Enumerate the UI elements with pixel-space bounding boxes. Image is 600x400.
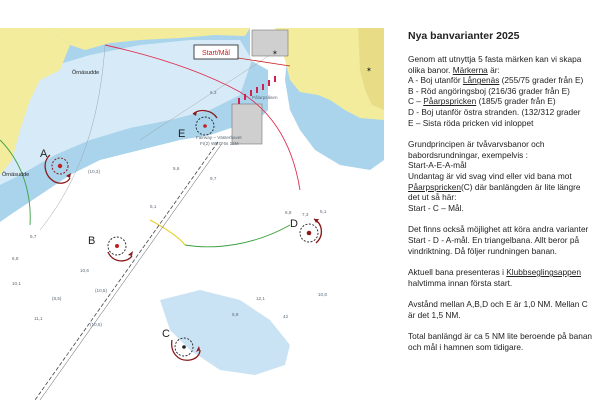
variant-line: Det finns också möjlighet att köra andra varianter bbox=[408, 224, 589, 235]
current-course-line: Aktuell bana presenteras i Klubbseglingsappen bbox=[408, 267, 581, 278]
club-app-link: Klubbseglingsappen bbox=[506, 267, 581, 278]
current-course-line: halvtimma innan första start. bbox=[408, 277, 513, 288]
mark-d-description: D - Boj utanför östra stranden. (132/312 grader bbox=[408, 106, 581, 117]
depth-label: 6,8 bbox=[285, 210, 292, 215]
variant-line: Start - D - A-mål. En triangelbana. Allt beror på bbox=[408, 234, 580, 245]
depth-label: 5,1 bbox=[320, 209, 327, 214]
depth-label: (10,3) bbox=[88, 169, 101, 174]
depth-label: (8,5) bbox=[52, 296, 62, 301]
mark-e-buoy bbox=[203, 124, 207, 128]
depth-label: (10,5) bbox=[90, 322, 103, 327]
distance-line: är det 1,5 NM. bbox=[408, 309, 461, 320]
total-length-line: Total banlängd är ca 5 NM lite beroende på banan bbox=[408, 331, 593, 342]
harbour-name: Pålarpsåsen bbox=[252, 95, 278, 100]
principle-line: det ut så här: bbox=[408, 192, 457, 203]
distance-line: Avstånd mellan A,B,D och E är 1,0 NM. Mellan C bbox=[408, 299, 588, 310]
mark-c-buoy bbox=[182, 345, 186, 349]
variant-line: vindriktning. Då följer rundningen banan. bbox=[408, 245, 557, 256]
place-name-north: Örnäsudde bbox=[72, 70, 100, 76]
mark-b-description: B - Röd angöringsboj (216/36 grader från E) bbox=[408, 85, 570, 96]
mark-d-label: D bbox=[290, 218, 298, 230]
place-name-west: Örnäsudde bbox=[2, 172, 30, 178]
fairway-label: Fairway – Västerhavet bbox=[196, 135, 242, 140]
total-length-line: och mål i hamnen som tidigare. bbox=[408, 342, 524, 353]
mark-e-description: E – Sista röda pricken vid inloppet bbox=[408, 117, 534, 128]
depth-label: 11,1 bbox=[34, 316, 43, 321]
mark-b-buoy bbox=[115, 244, 119, 248]
principle-line: Påarpspricken(C) där banlängden är lite längre bbox=[408, 181, 581, 192]
depth-label: 12,1 bbox=[256, 296, 265, 301]
beacon-star-icon: ✶ bbox=[272, 50, 278, 57]
depth-label: (10,5) bbox=[95, 288, 108, 293]
course-description bbox=[408, 22, 600, 394]
depth-label: 5,6 bbox=[173, 166, 180, 171]
harbour-building bbox=[252, 30, 288, 56]
light-characteristic-label: FI(2) WRG 6s 12M bbox=[200, 141, 239, 146]
mark-c-description: C – Påarpspricken (185/5 grader från E) bbox=[408, 96, 556, 107]
depth-label: 10,6 bbox=[80, 268, 89, 273]
page-title: Nya banvarianter 2025 bbox=[408, 30, 520, 42]
mark-a-buoy bbox=[58, 164, 62, 168]
mark-e-label: E bbox=[178, 128, 186, 140]
depth-label: 7,3 bbox=[302, 212, 309, 217]
principle-line: Start - C – Mål. bbox=[408, 202, 464, 213]
intro-line: olika banor. Märkerna är: bbox=[408, 64, 500, 75]
depth-label: 6,8 bbox=[12, 256, 19, 261]
mark-b-label: B bbox=[88, 235, 96, 247]
depth-label: 42 bbox=[283, 314, 289, 319]
principle-line: Start-A-E-A-mål bbox=[408, 160, 467, 171]
mark-a-description: A - Boj utanför Långenäs (255/75 grader från E) bbox=[408, 75, 584, 86]
principle-line: Undantag är vid svag vind eller vid bana mot bbox=[408, 170, 572, 181]
depth-label: 6,3 bbox=[210, 90, 217, 95]
depth-label: 9,7 bbox=[210, 176, 217, 181]
intro-line: Genom att utnyttja 5 fasta märken kan vi skapa bbox=[408, 54, 582, 64]
principle-line: babordsrundningar, exempelvis : bbox=[408, 149, 528, 160]
depth-label: 10,8 bbox=[318, 292, 327, 297]
depth-label: 10,1 bbox=[12, 281, 21, 286]
mark-a-label: A bbox=[40, 148, 48, 160]
marks-link: Märkerna bbox=[452, 64, 488, 75]
beacon-star-icon: ✶ bbox=[366, 67, 372, 74]
mark-c-label: C bbox=[162, 328, 170, 340]
start-finish-label: Start/Mål bbox=[201, 50, 231, 57]
depth-label: 5,1 bbox=[150, 204, 157, 209]
mark-d-buoy bbox=[307, 231, 312, 236]
depth-label: 5,9 bbox=[232, 312, 239, 317]
principle-line: Grundprincipen är tvåvarvsbanor och bbox=[408, 139, 545, 150]
depth-label: 5,7 bbox=[30, 234, 37, 239]
